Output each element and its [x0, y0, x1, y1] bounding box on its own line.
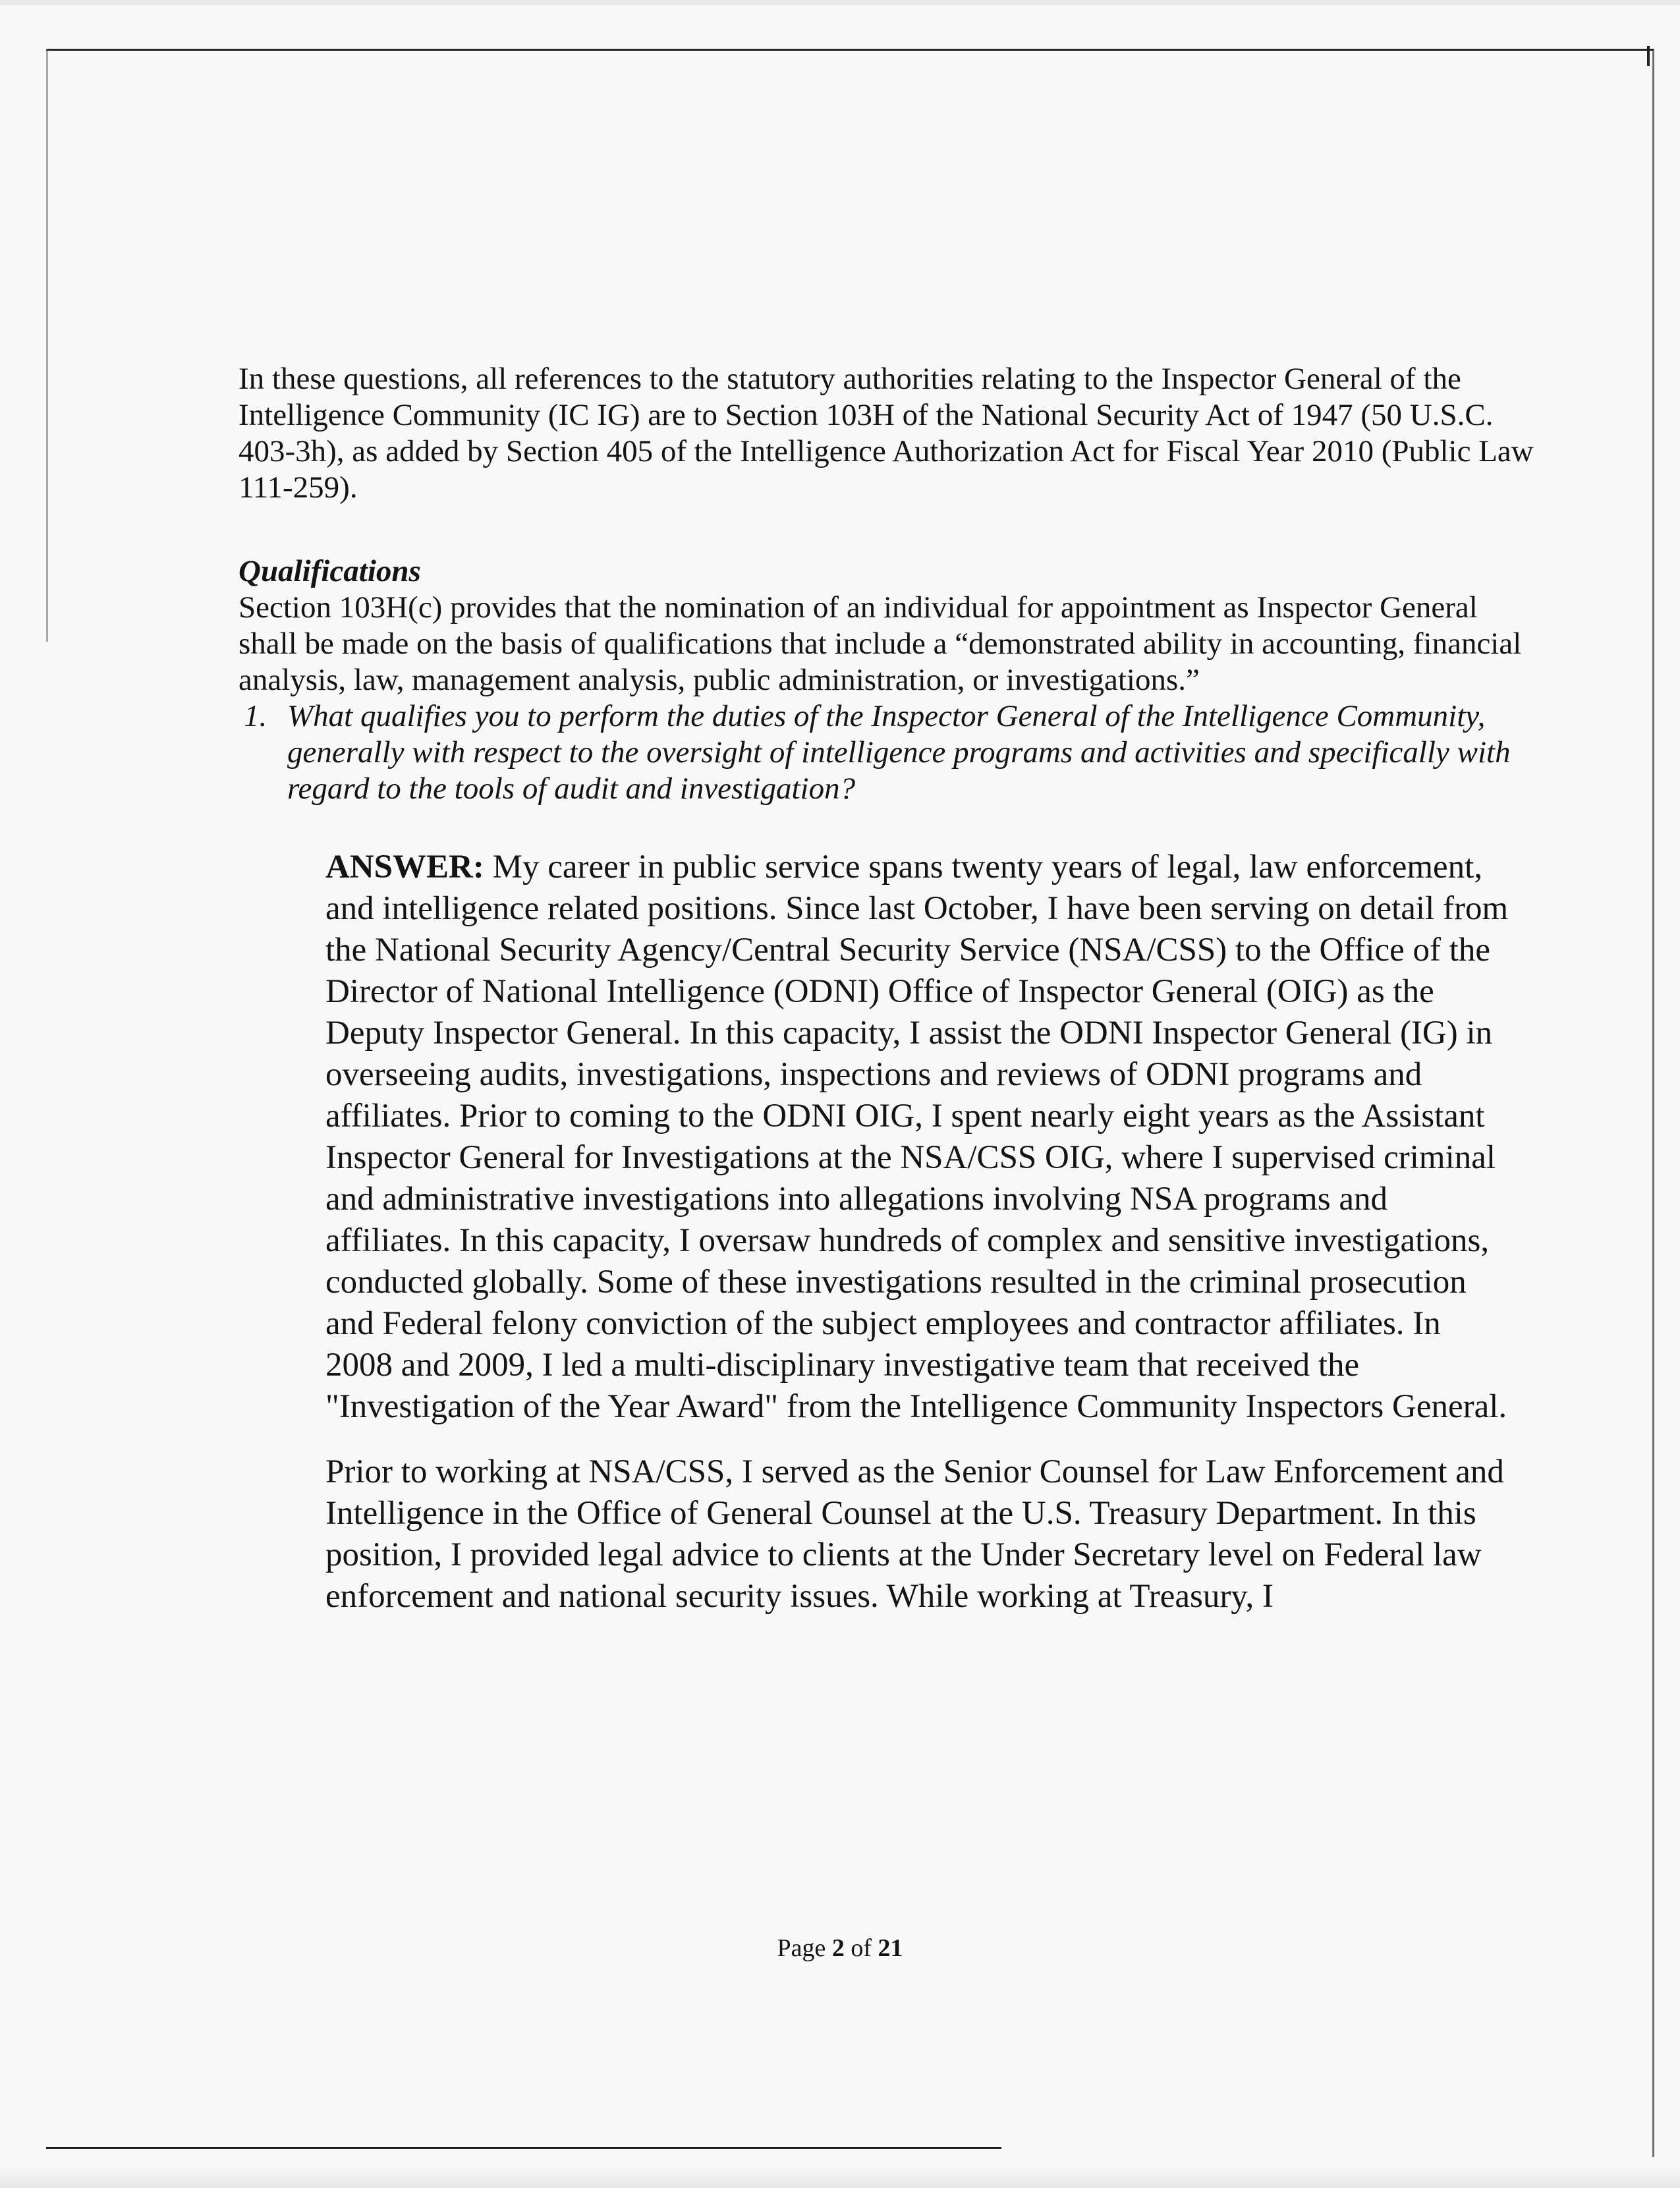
page-of: of: [851, 1934, 872, 1962]
section-paragraph: Section 103H(c) provides that the nomination of an individual for appointment as Inspector General shall be made on the basis of qualifications that include a “demonstrated ability in accounting, financial analysis, law, management analysis, public administration, or investigations.”: [238, 590, 1522, 697]
answer-text: My career in public service spans twenty years of legal, law enforcement, and intelligence related positions. Since last October, I have been serving on detail from the National Security Agency/Central Security Service (NSA/CSS) to the Office of the Director of National Intelligence (ODNI) Office of Inspector General (OIG) as the Deputy Inspector General. In this capacity, I assist the ODNI Inspector General (IG) in overseeing audits, investigations, inspections and reviews of ODNI programs and affiliates. Prior to coming to the ODNI OIG, I spent nearly eight years as the Assistant Inspector General for Investigations at the NSA/CSS OIG, where I supervised criminal and administrative investigations into allegations involving NSA programs and affiliates. In this capacity, I oversaw hundreds of complex and sensitive investigations, conducted globally. Some of these investigations resulted in the criminal prosecution and Federal felony conviction of the subject employees and contractor affiliates. In 2008 and 2009, I led a multi-disciplinary investigative team that received the "Investigation of the Year Award" from the Intelligence Community Inspectors General.: [325, 849, 1509, 1425]
answer-paragraph-continued: Prior to working at NSA/CSS, I served as the Senior Counsel for Law Enforcement and Intelligence in the Office of General Counsel at the U.S. Treasury Department. In this position, I provided legal advice to clients at the Under Secretary level on Federal law enforcement and national security issues. While working at Treasury, I: [325, 1453, 1504, 1615]
document-body: [238, 361, 1543, 1617]
border-line-left: [46, 49, 48, 642]
scan-shadow: [0, 2168, 1680, 2188]
answer-label: ANSWER:: [325, 849, 484, 885]
border-line-top: [46, 49, 1654, 51]
page-current: 2: [831, 1934, 845, 1962]
border-corner-tick: [1647, 46, 1650, 66]
answer-paragraph: [325, 847, 1511, 1428]
scan-edge: [0, 0, 1680, 5]
answer-block: [325, 847, 1511, 1617]
question-number: 1.: [244, 699, 267, 733]
question-text: What qualifies you to perform the duties of the Inspector General of the Intelligence Community, generally with respect to the oversight of intelligence programs and activities and specifically with regard to the tools of audit and investigation?: [287, 699, 1511, 806]
page-number: [0, 1934, 1680, 1963]
section-heading: Qualifications: [238, 554, 421, 588]
page-prefix: Page: [777, 1934, 826, 1962]
page-total: 21: [878, 1934, 903, 1962]
border-line-right: [1652, 49, 1654, 2157]
question-item: [238, 698, 1543, 807]
border-line-bottom: [46, 2147, 1001, 2149]
intro-paragraph: In these questions, all references to the statutory authorities relating to the Inspector General of the Intelligence Community (IC IG) are to Section 103H of the National Security Act of 1947 (50 U.S.C. 403-3h), as added by Section 405 of the Intelligence Authorization Act for Fiscal Year 2010 (Public Law 111-259).: [238, 362, 1534, 505]
